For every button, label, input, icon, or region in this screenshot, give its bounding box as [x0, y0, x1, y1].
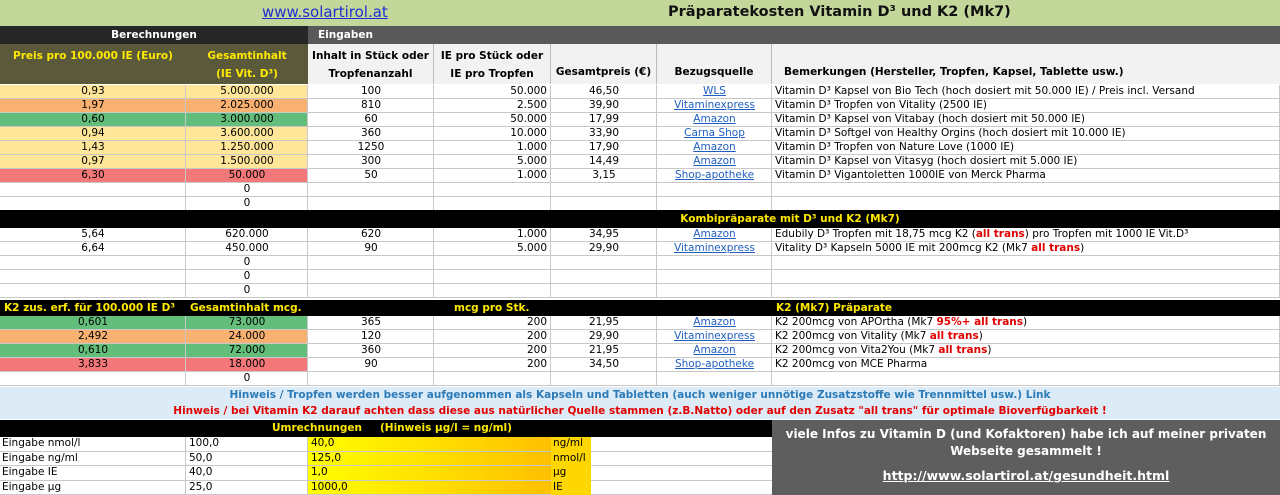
- k2-preis-value: 3,833: [77, 358, 109, 370]
- gesamt-value: 5.000.000: [220, 85, 274, 97]
- all-trans-note: all trans: [975, 228, 1025, 240]
- grid-cell: [308, 270, 434, 284]
- grid-cell: [772, 256, 1280, 270]
- bemerkung-part: ) pro Tropfen mit 1000 IE Vit.D³: [1024, 228, 1189, 240]
- umr-unit: µg: [553, 466, 567, 478]
- gesamt-value: 0: [243, 183, 251, 195]
- ie-value[interactable]: 1.000: [516, 228, 547, 240]
- umr-input[interactable]: 50,0: [189, 451, 213, 464]
- grid-cell: [0, 270, 186, 284]
- gesamtpreis-value[interactable]: 33,90: [588, 127, 620, 139]
- gesamtpreis-value[interactable]: 29,90: [588, 330, 620, 342]
- umr-unit: IE: [553, 480, 563, 493]
- grid-cell: [434, 270, 551, 284]
- mcg-value[interactable]: 200: [526, 330, 547, 342]
- bemerkung-text: Vitamin D³ Kapsel von Vitasyg (hoch dosiert mit 5.000 IE): [775, 155, 1078, 167]
- bemerkung-text: Vitamin D³ Tropfen von Vitality (2500 IE): [775, 99, 987, 111]
- inhalt-value[interactable]: 300: [360, 155, 382, 167]
- grid-cell: [0, 183, 186, 197]
- col-header-ie-line2: IE pro Tropfen: [450, 68, 534, 80]
- grid-cell: [657, 270, 772, 284]
- gesamt-value: 3.000.000: [220, 113, 274, 125]
- grid-cell: [772, 270, 1280, 284]
- grid-cell: [0, 256, 186, 270]
- hint-row-1: [0, 387, 1280, 403]
- grid-cell: [308, 372, 434, 386]
- k2-header-bar: [0, 300, 1280, 316]
- inhalt-value[interactable]: 90: [364, 358, 378, 370]
- hint-k2: Hinweis / bei Vitamin K2 darauf achten dass diese aus natürlicher Quelle stammen (z.B.Natto) oder auf den Zusatz "all trans" für optimale Bioverfügbarkeit !: [173, 405, 1107, 417]
- umr-result: 1000,0: [311, 480, 348, 493]
- mcg-value[interactable]: 200: [526, 316, 547, 328]
- col-header-inhalt-line1: Inhalt in Stück oder: [312, 50, 429, 62]
- gesamt-value: 18.000: [228, 358, 266, 370]
- inhalt-value[interactable]: 620: [360, 228, 382, 240]
- bemerkung-part: ): [1080, 242, 1085, 254]
- bezugsquelle-link[interactable]: Amazon: [693, 316, 736, 328]
- preis-value: 5,64: [81, 228, 105, 240]
- k2-header-col4: K2 (Mk7) Präparate: [776, 302, 893, 314]
- gesamtpreis-value[interactable]: 3,15: [592, 169, 616, 181]
- gesamtpreis-value[interactable]: 17,99: [588, 113, 620, 125]
- ie-value[interactable]: 2.500: [516, 99, 547, 111]
- ie-value[interactable]: 50.000: [510, 85, 547, 97]
- k2-preis-value: 0,610: [77, 344, 109, 356]
- grid-cell: [772, 372, 1280, 386]
- umr-result: 40,0: [311, 437, 335, 449]
- gesamt-value: 1.500.000: [220, 155, 274, 167]
- col-header-preis: Preis pro 100.000 IE (Euro): [0, 44, 186, 84]
- umr-label: Eingabe µg: [2, 480, 62, 493]
- inhalt-value[interactable]: 50: [364, 169, 378, 181]
- k2-header-col3: mcg pro Stk.: [454, 302, 530, 314]
- k2-preis-value: 2,492: [77, 330, 109, 342]
- grid-cell: [308, 256, 434, 270]
- inhalt-value[interactable]: 90: [364, 242, 378, 254]
- bemerkung-text: [772, 242, 1280, 256]
- umrechnungen-hinweis: (Hinweis µg/l = ng/ml): [380, 422, 512, 434]
- umr-label: Eingabe IE: [2, 466, 58, 478]
- info-url-link[interactable]: http://www.solartirol.at/gesundheit.html: [882, 468, 1170, 483]
- grid-cell: [772, 197, 1280, 211]
- all-trans-note: 95%+ all trans: [936, 316, 1024, 328]
- umr-unit: nmol/l: [553, 451, 586, 464]
- inhalt-value[interactable]: 60: [364, 113, 378, 125]
- gesamtpreis-value[interactable]: 14,49: [588, 155, 620, 167]
- preis-value: 0,94: [81, 127, 105, 139]
- ie-value[interactable]: 1.000: [516, 169, 547, 181]
- bemerkung-text: [772, 330, 1280, 344]
- gesamtpreis-value[interactable]: 34,95: [588, 228, 620, 240]
- grid-cell: [308, 183, 434, 197]
- gesamtpreis-value[interactable]: 17,90: [588, 141, 620, 153]
- gesamt-value: 1.250.000: [220, 141, 274, 153]
- grid-cell: [657, 284, 772, 298]
- grid-cell: [0, 284, 186, 298]
- inhalt-value[interactable]: 1250: [357, 141, 385, 153]
- bemerkung-part: ): [978, 330, 983, 342]
- umr-input[interactable]: 25,0: [189, 480, 213, 493]
- preis-value: 6,30: [81, 169, 105, 181]
- bemerkung-part: K2 200mcg von MCE Pharma: [775, 358, 928, 370]
- preis-value: 0,60: [81, 113, 105, 125]
- bezugsquelle-link[interactable]: Amazon: [693, 344, 736, 356]
- bezugsquelle-link[interactable]: Carna Shop: [684, 127, 745, 139]
- grid-cell: [551, 197, 657, 211]
- inhalt-value[interactable]: 810: [360, 99, 382, 111]
- gesamt-value: 0: [243, 372, 251, 384]
- gesamtpreis-value[interactable]: 21,95: [588, 316, 620, 328]
- grid-cell: [308, 284, 434, 298]
- ie-value[interactable]: 5.000: [516, 155, 547, 167]
- grid-cell: [434, 284, 551, 298]
- bemerkung-text: [772, 344, 1280, 358]
- grid-cell: [657, 183, 772, 197]
- grid-cell: [657, 197, 772, 211]
- grid-cell: [551, 372, 657, 386]
- gesamtpreis-value[interactable]: 29,90: [588, 242, 620, 254]
- bezugsquelle-link[interactable]: Amazon: [693, 228, 736, 240]
- umrechnungen-bar: [0, 420, 772, 437]
- mcg-value[interactable]: 200: [526, 344, 547, 356]
- grid-cell: [772, 284, 1280, 298]
- info-line2: Webseite gesammelt !: [950, 444, 1102, 458]
- bemerkung-part: ): [987, 344, 992, 356]
- col-header-ie-line1: IE pro Stück oder: [440, 50, 544, 62]
- grid-cell: [657, 256, 772, 270]
- col-header-ie: [434, 44, 551, 84]
- bemerkung-text: Vitamin D³ Softgel von Healthy Orgins (hoch dosiert mit 10.000 IE): [775, 127, 1126, 139]
- bemerkung-text: Vitamin D³ Tropfen von Nature Love (1000 IE): [775, 141, 1015, 153]
- gesamt-value: 0: [243, 284, 251, 296]
- all-trans-note: all trans: [938, 344, 988, 356]
- preis-value: 1,97: [81, 99, 105, 111]
- grid-cell: [772, 183, 1280, 197]
- preis-value: 0,97: [81, 155, 105, 167]
- gesamt-value: 24.000: [228, 330, 266, 342]
- bezugsquelle-link[interactable]: Vitaminexpress: [674, 99, 755, 111]
- info-line1: viele Infos zu Vitamin D (und Kofaktoren) habe ich auf meiner privaten: [785, 427, 1267, 441]
- gesamtpreis-value[interactable]: 21,95: [588, 344, 620, 356]
- ie-value[interactable]: 50.000: [510, 113, 547, 125]
- grid-cell: [551, 284, 657, 298]
- col-header-bezugsquelle: Bezugsquelle: [657, 44, 772, 84]
- preis-value: 6,64: [81, 242, 105, 254]
- info-box: [772, 420, 1280, 495]
- kombi-header: Kombipräparate mit D³ und K2 (Mk7): [0, 210, 1280, 228]
- bemerkung-text: Vitamin D³ Kapsel von Vitabay (hoch dosiert mit 50.000 IE): [775, 113, 1086, 125]
- gesamt-value: 0: [243, 270, 251, 282]
- grid-cell: [434, 372, 551, 386]
- title-bar: [0, 0, 1280, 26]
- bemerkung-text: Vitamin D³ Vigantoletten 1000IE von Merck Pharma: [775, 169, 1046, 181]
- gesamtpreis-value[interactable]: 46,50: [588, 85, 620, 97]
- all-trans-note: all trans: [1031, 242, 1081, 254]
- k2-header-col2: Gesamtinhalt mcg.: [190, 302, 302, 314]
- col-header-bemerkungen: Bemerkungen (Hersteller, Tropfen, Kapsel, Tablette usw.): [772, 44, 1280, 84]
- grid-cell: [308, 197, 434, 211]
- col-header-inhalt-line2: Tropfenanzahl: [328, 68, 413, 80]
- hint-drops-link[interactable]: Hinweis / Tropfen werden besser aufgenommen als Kapseln und Tabletten (auch weniger unnötige Zusatzstoffe wie Trennmittel usw.) Link: [229, 389, 1051, 401]
- umr-unit: ng/ml: [553, 437, 584, 449]
- col-header-gesamt-line1: Gesamtinhalt: [207, 50, 287, 62]
- umr-label: Eingabe ng/ml: [2, 451, 78, 464]
- ie-value[interactable]: 1.000: [516, 141, 547, 153]
- bezugsquelle-link[interactable]: Amazon: [693, 141, 736, 153]
- bezugsquelle-link[interactable]: Amazon: [693, 113, 736, 125]
- umr-result: 125,0: [311, 451, 342, 464]
- mcg-value[interactable]: 200: [526, 358, 547, 370]
- grid-cell: [434, 197, 551, 211]
- page-title: Präparatekosten Vitamin D³ und K2 (Mk7): [668, 4, 1011, 20]
- inhalt-value[interactable]: 100: [360, 85, 382, 97]
- bezugsquelle-link[interactable]: Amazon: [693, 155, 736, 167]
- all-trans-note: all trans: [929, 330, 979, 342]
- grid-cell: [657, 372, 772, 386]
- ie-value[interactable]: 5.000: [516, 242, 547, 254]
- k2-preis-value: 0,601: [77, 316, 109, 328]
- umrechnungen-title: Umrechnungen: [272, 422, 363, 434]
- gesamt-value: 3.600.000: [220, 127, 274, 139]
- bezugsquelle-link[interactable]: Vitaminexpress: [674, 330, 755, 342]
- eingaben-header: Eingaben: [308, 26, 1280, 44]
- hint-row-2: [0, 403, 1280, 419]
- inhalt-value[interactable]: 360: [360, 127, 382, 139]
- preis-value: 1,43: [81, 141, 105, 153]
- inhalt-value[interactable]: 120: [360, 330, 382, 342]
- umr-label: Eingabe nmol/l: [2, 437, 81, 449]
- inhalt-value[interactable]: 360: [360, 344, 382, 356]
- bezugsquelle-link[interactable]: Shop-apotheke: [674, 169, 755, 181]
- grid-cell: [551, 256, 657, 270]
- grid-cell: [0, 372, 186, 386]
- gesamt-value: 0: [243, 197, 251, 209]
- bemerkung-part: K2 200mcg von Vitality (Mk7: [775, 330, 930, 342]
- umr-result: 1,0: [311, 466, 328, 478]
- bemerkung-part: Vitality D³ Kapseln 5000 IE mit 200mcg K2 (Mk7: [775, 242, 1032, 254]
- gesamt-value: 450.000: [225, 242, 269, 254]
- bezugsquelle-link[interactable]: Shop-apotheke: [674, 358, 755, 370]
- umr-input[interactable]: 40,0: [189, 466, 213, 478]
- preis-value: 0,93: [81, 85, 105, 97]
- col-header-gesamtpreis: Gesamtpreis (€): [551, 44, 657, 84]
- bemerkung-part: K2 200mcg von Vita2You (Mk7: [775, 344, 939, 356]
- bemerkung-part: ): [1023, 316, 1028, 328]
- gesamtpreis-value[interactable]: 39,90: [588, 99, 620, 111]
- grid-cell: [434, 183, 551, 197]
- gesamt-value: 620.000: [225, 228, 269, 240]
- bezugsquelle-link[interactable]: Vitaminexpress: [674, 242, 755, 254]
- grid-cell: [434, 256, 551, 270]
- gesamt-value: 72.000: [228, 344, 266, 356]
- bemerkung-text: Vitamin D³ Kapsel von Bio Tech (hoch dosiert mit 50.000 IE) / Preis incl. Versand: [775, 85, 1195, 97]
- gesamtpreis-value[interactable]: 34,50: [588, 358, 620, 370]
- gesamt-value: 73.000: [228, 316, 266, 328]
- gesamt-value: 50.000: [228, 169, 266, 181]
- gesamt-value: 0: [243, 256, 251, 268]
- col-header-gesamt: [186, 44, 308, 84]
- gesamt-value: 2.025.000: [220, 99, 274, 111]
- bemerkung-part: K2 200mcg von APOrtha (Mk7: [775, 316, 937, 328]
- grid-cell: [551, 183, 657, 197]
- bemerkung-text: [772, 358, 1280, 372]
- bezugsquelle-link[interactable]: WLS: [703, 85, 726, 97]
- k2-header-col1: K2 zus. erf. für 100.000 IE D³: [4, 302, 175, 314]
- grid-cell: [0, 197, 186, 211]
- inhalt-value[interactable]: 365: [360, 316, 382, 328]
- umr-input[interactable]: 100,0: [189, 437, 220, 449]
- grid-cell: [551, 270, 657, 284]
- bemerkung-text: [772, 316, 1280, 330]
- col-header-inhalt: [308, 44, 434, 84]
- bemerkung-part: Edubily D³ Tropfen mit 18,75 mcg K2 (: [775, 228, 976, 240]
- col-header-gesamt-line2: (IE Vit. D³): [216, 68, 278, 80]
- ie-value[interactable]: 10.000: [510, 127, 547, 139]
- site-link[interactable]: www.solartirol.at: [262, 3, 388, 21]
- berechnungen-header: Berechnungen: [0, 26, 308, 44]
- bemerkung-text: [772, 228, 1280, 242]
